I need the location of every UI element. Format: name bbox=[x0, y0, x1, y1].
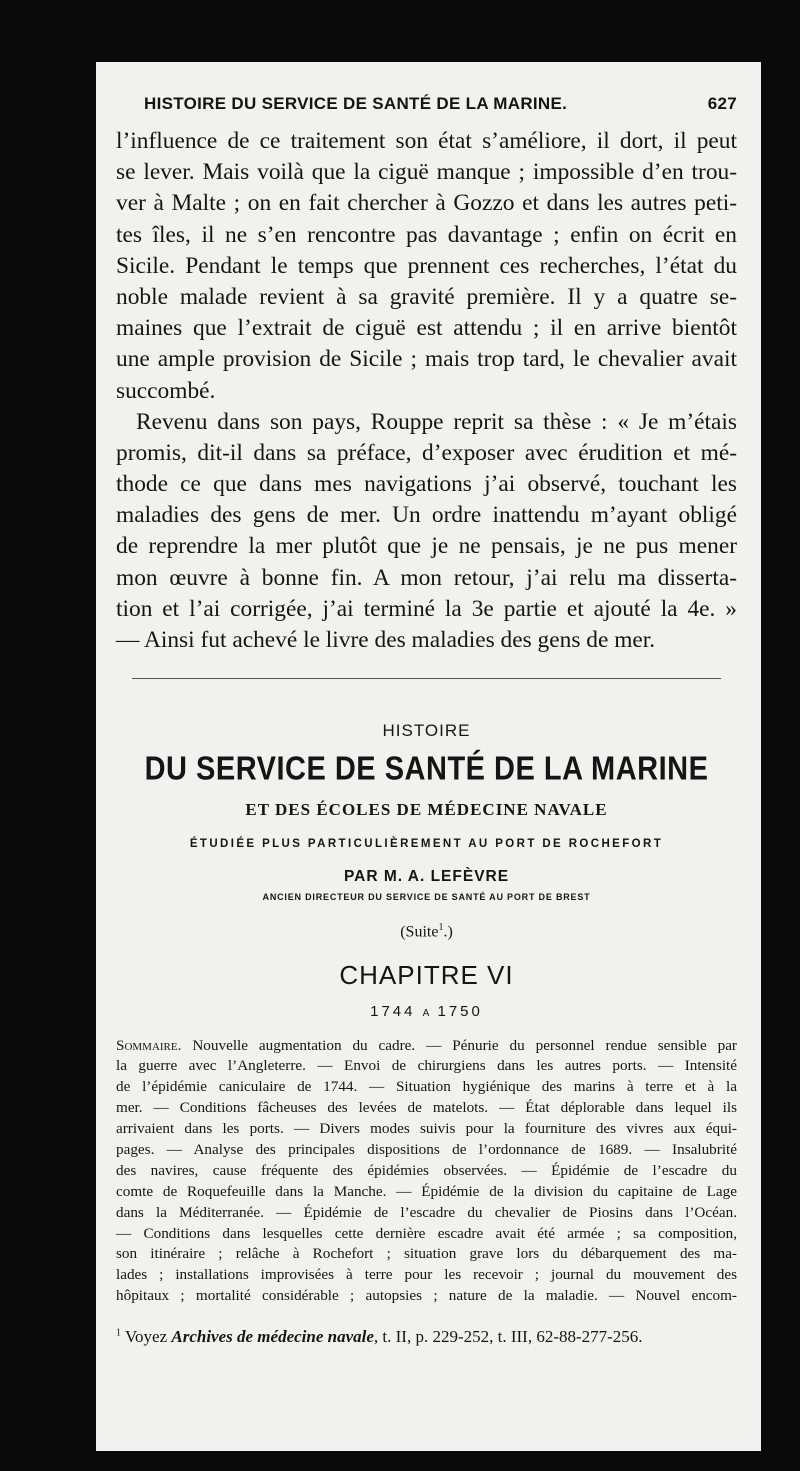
summary-line: pages. — Analyse des principales dispositions de l’ordonnance de 1689. — Insalubrité bbox=[116, 1140, 737, 1158]
article-heading bbox=[116, 721, 737, 1019]
chapter-summary bbox=[116, 1036, 737, 1308]
footnote-prefix: Voyez bbox=[121, 1327, 172, 1347]
section-divider bbox=[132, 678, 721, 679]
body-text bbox=[116, 126, 737, 656]
footnote bbox=[116, 1327, 737, 1347]
summary-line: arrivaient dans les ports. — Divers modes suivis pour la fourniture des vivres aux équi- bbox=[116, 1120, 737, 1138]
chapter-title: CHAPITRE VI bbox=[339, 959, 514, 990]
text-line: Revenu dans son pays, Rouppe reprit sa thèse : « Je m’étais bbox=[136, 408, 737, 435]
text-line: l’influence de ce traitement son état s’améliore, il dort, il peut bbox=[116, 128, 737, 154]
text-line: une ample provision de Sicile ; mais trop tard, le chevalier avait bbox=[116, 346, 737, 373]
chapter-dates bbox=[116, 1003, 737, 1020]
footnote-refs: , t. II, p. 229-252, t. III, 62-88-277-256. bbox=[373, 1327, 643, 1347]
document-page bbox=[96, 62, 761, 1451]
summary-line bbox=[116, 1036, 737, 1057]
text-line: promis, dit-il dans sa préface, d’exposer avec érudition et mé- bbox=[116, 439, 737, 466]
article-title: DU SERVICE DE SANTÉ DE LA MARINE bbox=[144, 750, 709, 788]
summary-line: comte de Roquefeuille dans la Manche. — Épidémie de la division du capitaine de Lage bbox=[116, 1182, 737, 1200]
article-study-line: ÉTUDIÉE PLUS PARTICULIÈREMENT AU PORT DE ROCHEFORT bbox=[189, 838, 664, 851]
text-line: noble malade revient à sa gravité première. Il y a quatre se- bbox=[116, 283, 737, 310]
suite-note bbox=[116, 922, 737, 941]
summary-text: Nouvelle augmentation du cadre. — Pénurie du personnel rendue sensible par bbox=[181, 1036, 737, 1054]
suite-text: (Suite bbox=[400, 923, 439, 941]
text-line: Sicile. Pendant le temps que prennent ces recherches, l’état du bbox=[116, 252, 737, 279]
summary-line: des navires, cause fréquente des épidémies observées. — Épidémie de l’escadre du bbox=[116, 1161, 737, 1179]
footnote-journal: Archives de médecine navale bbox=[171, 1327, 374, 1347]
paragraph-1 bbox=[116, 126, 737, 407]
suite-close: .) bbox=[443, 923, 453, 941]
text-line: tes îles, il ne s’en rencontre pas davantage ; enfin on écrit en bbox=[116, 221, 737, 248]
summary-line: dans la Méditerranée. — Épidémie de l’escadre du chevalier de Piosins dans l’Océan. bbox=[116, 1203, 737, 1221]
summary-line: de l’épidémie caniculaire de 1744. — Situation hygiénique des marins à terre et à la bbox=[116, 1078, 737, 1096]
text-line: maladies des gens de mer. Un ordre inattendu m’ayant obligé bbox=[116, 502, 737, 529]
author-role: ANCIEN DIRECTEUR DU SERVICE DE SANTÉ AU PORT DE BREST bbox=[262, 892, 591, 903]
summary-line: lades ; installations improvisées à terre pour les recevoir ; journal du mouvement des bbox=[116, 1266, 737, 1284]
text-line: succombé. bbox=[116, 377, 216, 404]
summary-line: — Conditions dans lesquelles cette dernière escadre avait été armée ; sa composition, bbox=[116, 1224, 737, 1242]
text-line: — Ainsi fut achevé le livre des maladies des gens de mer. bbox=[116, 627, 656, 653]
text-line: maines que l’extrait de ciguë est attendu ; il en arrive bientôt bbox=[116, 315, 737, 342]
paragraph-2 bbox=[116, 407, 737, 657]
text-line: se lever. Mais voilà que la ciguë manque ; impossible d’en trou- bbox=[116, 159, 737, 186]
text-line: mon œuvre à bonne fin. A mon retour, j’ai relu ma disserta- bbox=[116, 564, 737, 591]
date-start: 1744 bbox=[370, 1002, 416, 1020]
date-separator: A bbox=[422, 1007, 431, 1019]
article-kicker: HISTOIRE bbox=[382, 721, 471, 741]
text-line: tion et l’ai corrigée, j’ai terminé la 3e partie et ajouté la 4e. » bbox=[116, 595, 737, 622]
article-subtitle: ET DES ÉCOLES DE MÉDECINE NAVALE bbox=[245, 800, 608, 820]
text-line: ver à Malte ; on en fait chercher à Gozzo et dans les autres peti- bbox=[116, 190, 737, 217]
text-line: de reprendre la mer plutôt que je ne pensais, je ne pus mener bbox=[116, 533, 737, 560]
running-head-title: HISTOIRE DU SERVICE DE SANTÉ DE LA MARINE. bbox=[144, 94, 568, 113]
text-line: thode ce que dans mes navigations j’ai observé, touchant les bbox=[116, 471, 737, 498]
summary-line: mer. — Conditions fâcheuses des levées de matelots. — État déplorable dans lequel ils bbox=[116, 1099, 737, 1117]
suite-footnote-mark: 1 bbox=[438, 922, 444, 934]
summary-label: Sommaire. bbox=[116, 1036, 182, 1054]
summary-line: hôpitaux ; mortalité considérable ; autopsies ; nature de la maladie. — Nouvel encom- bbox=[116, 1287, 737, 1305]
footnote-mark: 1 bbox=[116, 1327, 121, 1339]
summary-line: son itinéraire ; relâche à Rochefort ; situation grave lors du débarquement des ma- bbox=[116, 1245, 737, 1263]
running-head bbox=[116, 94, 737, 126]
summary-line: la guerre avec l’Angleterre. — Envoi de chirurgiens dans les autres ports. — Intensité bbox=[116, 1057, 737, 1075]
page-number: 627 bbox=[707, 94, 737, 113]
article-author: PAR M. A. LEFÈVRE bbox=[343, 868, 510, 886]
date-end: 1750 bbox=[437, 1002, 483, 1020]
